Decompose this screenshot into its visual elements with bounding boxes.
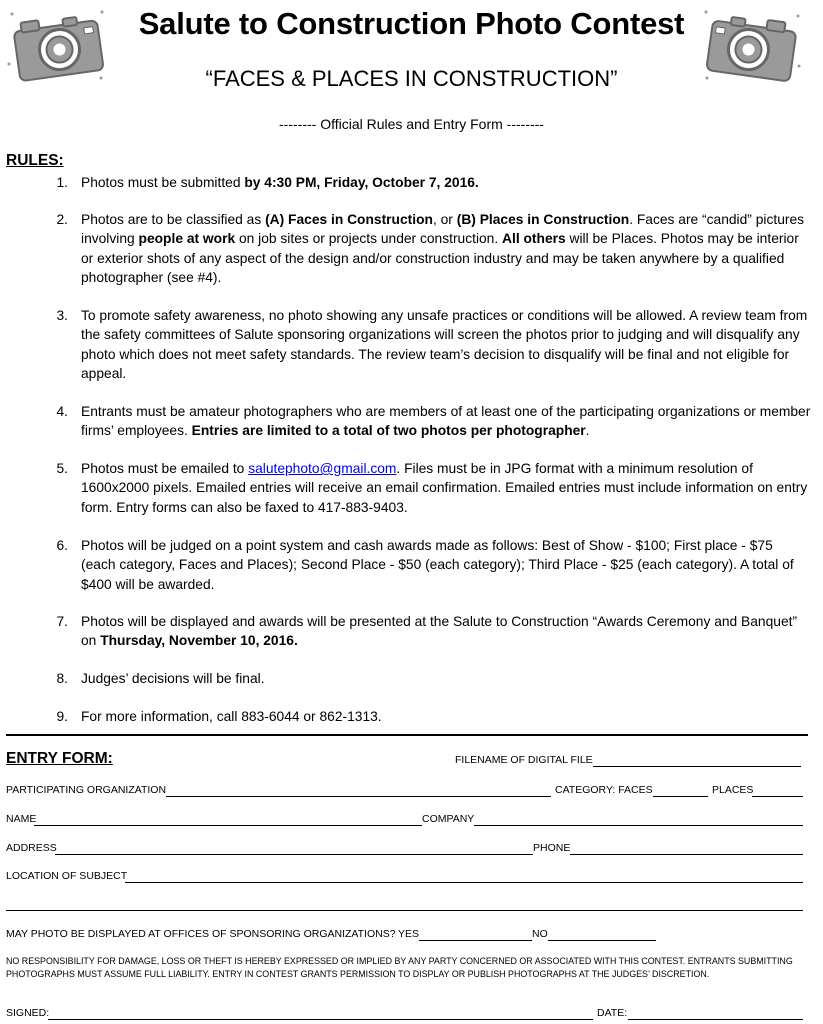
address-field[interactable]	[55, 854, 533, 855]
display-question: MAY PHOTO BE DISPLAYED AT OFFICES OF SPONSORING ORGANIZATIONS?	[6, 928, 396, 940]
rule-emphasis: All others	[502, 231, 566, 247]
rules-heading: RULES:	[6, 152, 64, 169]
rule-number: 6.	[56, 538, 68, 553]
category-faces-field[interactable]	[653, 796, 708, 797]
rule-segment: Photos must be emailed to	[81, 461, 249, 476]
rule-segment: .	[585, 423, 590, 439]
form-type-line: -------- Official Rules and Entry Form --------	[279, 116, 544, 132]
rule-segment: Judges’ decisions will be final.	[81, 671, 265, 686]
rule-number: 5.	[56, 461, 68, 476]
organization-label: PARTICIPATING ORGANIZATION	[6, 784, 167, 796]
rule-segment: Entrants must be amateur photographers who are members of at least one of the participating organizations or member firms’ employees.	[81, 404, 811, 439]
rule-number: 8.	[56, 671, 68, 686]
rule-text	[81, 669, 811, 688]
organization-field[interactable]	[166, 796, 551, 797]
page-title: Salute to Construction Photo Contest	[138, 6, 685, 41]
rule-segment: Photos will be displayed and awards will be presented at the Salute to Construction “Awards Ceremony and Banquet” on	[81, 614, 798, 649]
rule-segment: For more information, call 883-6044 or 862-1313.	[81, 709, 382, 724]
rule-segment: on job sites or projects under construction.	[235, 231, 503, 247]
rule-text	[81, 402, 811, 441]
location-label: LOCATION OF SUBJECT	[6, 870, 128, 882]
date-field[interactable]	[628, 1019, 803, 1020]
signature-field[interactable]	[48, 1019, 593, 1020]
rule-emphasis: by 4:30 PM, Friday, October 7, 2016.	[244, 175, 479, 190]
rule-segment: To promote safety awareness, no photo showing any unsafe practices or conditions will be allowed. A review team from the safety committees of Salute sponsoring organizations will screen the photos prior to judging and will disqualify any photo which does not meet safety standards. The review team’s decision to disqualify will be final and not eligible for appeal.	[81, 308, 808, 382]
rule-text	[81, 210, 811, 288]
no-field[interactable]	[548, 940, 656, 941]
phone-label: PHONE	[533, 842, 571, 854]
name-field[interactable]	[34, 825, 422, 826]
filename-label: FILENAME OF DIGITAL FILE	[455, 754, 593, 766]
rule-segment: Photos are to be classified as	[81, 212, 266, 227]
company-label: COMPANY	[422, 813, 475, 825]
rule-text	[81, 306, 811, 384]
location-field-extra-line[interactable]	[6, 910, 803, 911]
rule-emphasis: people at work	[138, 231, 236, 247]
signed-label: SIGNED:	[6, 1007, 50, 1019]
page-subtitle: “FACES & PLACES IN CONSTRUCTION”	[205, 66, 618, 91]
rule-number: 2.	[56, 212, 68, 227]
phone-field[interactable]	[570, 854, 803, 855]
rule-segment: , or	[432, 212, 457, 227]
rule-segment: Photos must be submitted	[81, 175, 245, 190]
rule-text	[81, 173, 811, 192]
rule-text	[81, 707, 811, 726]
section-divider	[6, 734, 808, 736]
rule-text	[81, 612, 811, 651]
no-label: NO	[532, 928, 548, 940]
entry-form-heading: ENTRY FORM:	[6, 750, 113, 767]
rule-number: 3.	[56, 308, 68, 323]
date-label: DATE:	[597, 1007, 628, 1019]
rule-emphasis: (A) Faces in Construction	[265, 212, 433, 227]
email-link[interactable]: salutephoto@gmail.com	[248, 461, 397, 476]
rule-emphasis: Thursday, November 10, 2016.	[100, 633, 298, 649]
rule-emphasis: (B) Places in Construction	[456, 212, 630, 227]
category-faces-label: CATEGORY: FACES	[555, 784, 653, 796]
rule-emphasis: Entries are limited to a total of two photos per photographer	[191, 423, 586, 439]
rule-text	[81, 459, 811, 517]
rule-number: 7.	[56, 614, 68, 629]
rule-segment: Photos will be judged on a point system and cash awards made as follows: Best of Show - $100; First place - $75 (each category, Faces and Places); Second Place - $50 (each category); Third Place - $25 (each category). A total of $400 will be awarded.	[81, 538, 794, 592]
rule-number: 4.	[56, 404, 68, 419]
rule-text	[81, 536, 811, 594]
company-field[interactable]	[474, 825, 803, 826]
filename-field[interactable]	[593, 766, 801, 767]
liability-disclaimer: NO RESPONSIBILITY FOR DAMAGE, LOSS OR THEFT IS HEREBY EXPRESSED OR IMPLIED BY ANY PARTY CONCERNED OR ASSOCIATED WITH THIS CONTEST. ENTRANTS SUBMITTING PHOTOGRAPHS MUST ASSUME FULL LIABILITY. ENTRY IN CONTEST GRANTS PERMISSION TO DISPLAY OR PUBLISH PHOTOGRAPHS AT THE JUDGES’ DISCRETION.	[6, 956, 793, 979]
category-places-field[interactable]	[752, 796, 803, 797]
category-places-label: PLACES	[712, 784, 754, 796]
rule-segment: . Files must be in JPG format with a minimum resolution of 1600x2000 pixels. Emailed entries will receive an email confirmation. Emailed entries must include information on entry form. Entry forms can also be faxed to 417-883-9403.	[81, 461, 808, 515]
yes-label: YES	[398, 928, 420, 940]
rule-number: 9.	[56, 709, 68, 724]
name-label: NAME	[6, 813, 37, 825]
rule-segment: will be Places. Photos may be interior or exterior shots of any aspect of the design and/or construction industry and may be taken anywhere by a qualified photographer (see #4).	[81, 231, 799, 286]
location-field[interactable]	[125, 882, 803, 883]
address-label: ADDRESS	[6, 842, 57, 854]
rule-segment: . Faces are “candid” pictures involving	[81, 212, 805, 247]
rule-number: 1.	[56, 175, 68, 190]
yes-field[interactable]	[419, 940, 532, 941]
